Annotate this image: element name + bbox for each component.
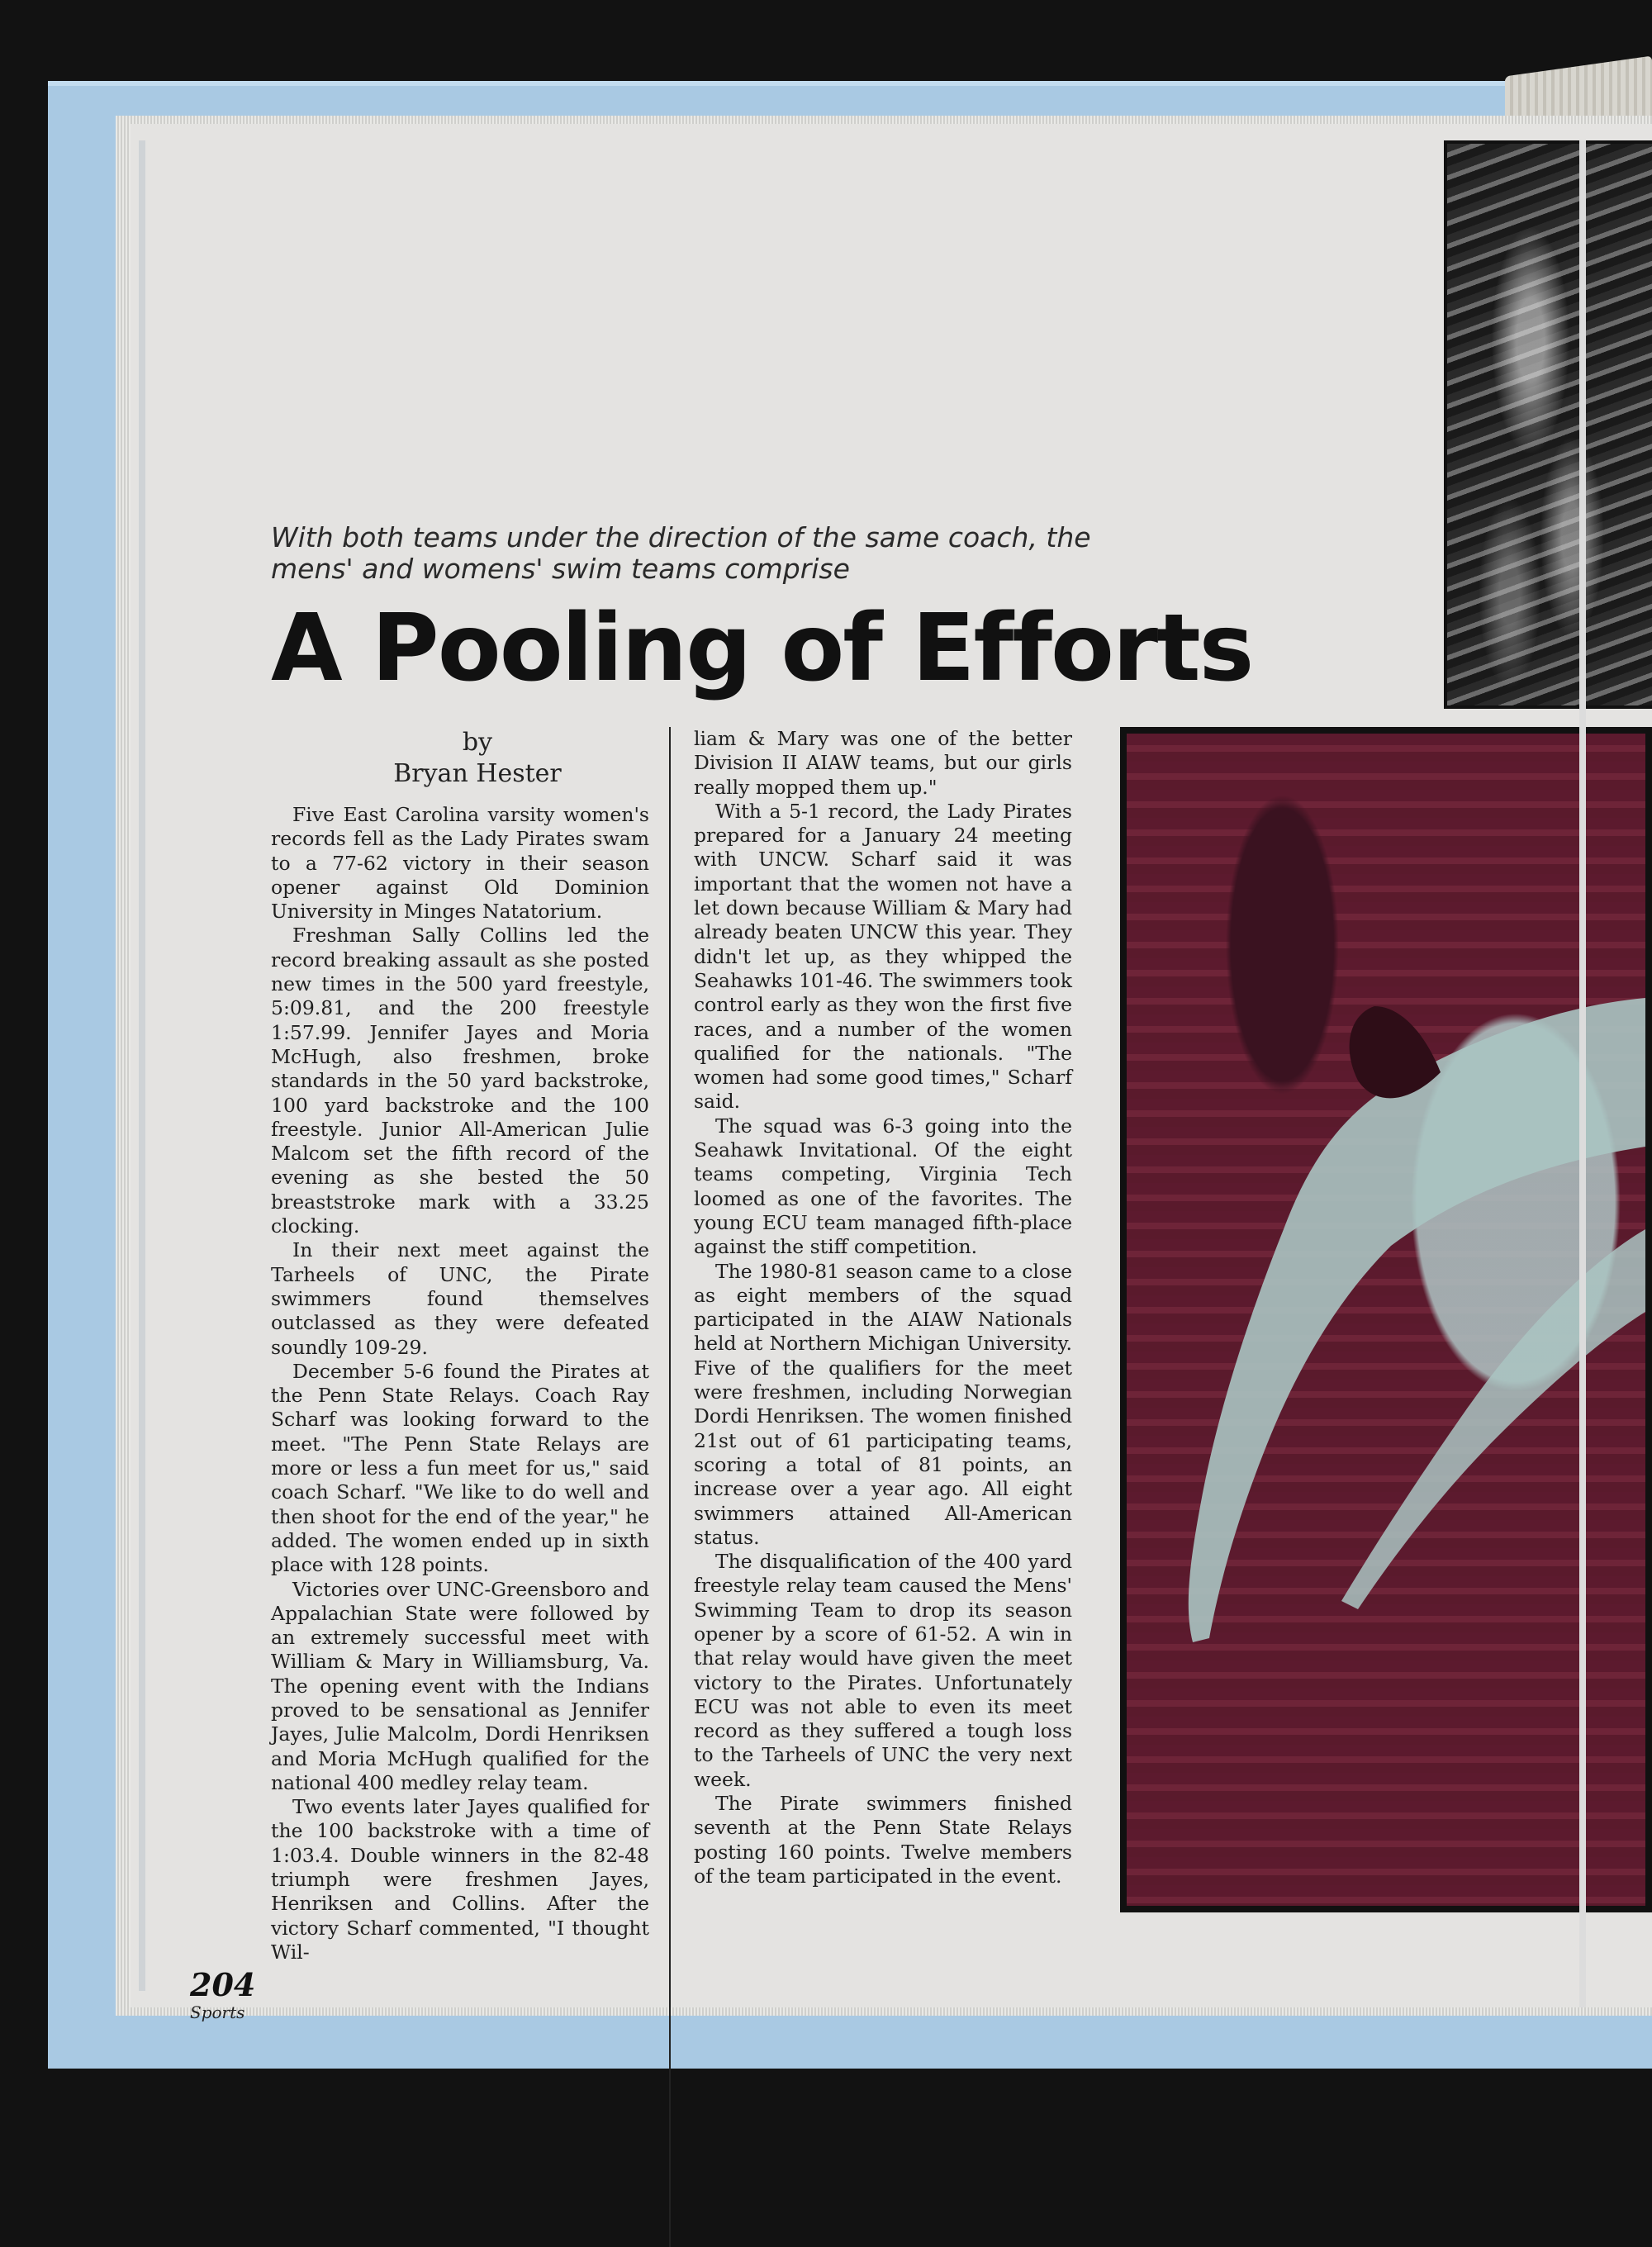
paragraph: Two events later Jayes qualified for the 100 backstroke with a time of 1:03.4. Double winners in the 82-48 triumph were freshmen Jayes, Henriksen and Collins. After the victory Scharf commented, "I thought Wil- xyxy=(271,1795,649,1964)
paragraph: The Pirate swimmers finished seventh at the Penn State Relays posting 160 points. Twelve members of the team participated in the event. xyxy=(694,1792,1072,1888)
paragraph: The disqualification of the 400 yard freestyle relay team caused the Mens' Swimming Team to drop its season opener by a score of 61-52. A win in that relay would have given the meet victory to the Pirates. Unfortunately ECU was not able to even its meet record as they suffered a tough loss to the Tarheels of UNC the very next week. xyxy=(694,1550,1072,1791)
section-label: Sports xyxy=(190,2002,245,2022)
byline-by: by xyxy=(462,728,493,757)
paragraph: In their next meet against the Tarheels of UNC, the Pirate swimmers found themselves outclassed as they were defeated soundly 109-29. xyxy=(271,1238,649,1359)
paragraph: The squad was 6-3 going into the Seahawk Invitational. Of the eight teams competing, Virginia Tech loomed as one of the favorites. The young ECU team managed fifth-place against the stiff competition. xyxy=(694,1114,1072,1259)
article-column-1 xyxy=(271,803,649,1964)
paragraph: With a 5-1 record, the Lady Pirates prepared for a January 24 meeting with UNCW. Scharf said it was important that the women not have a let down because William & Mary had already beaten UNCW this year. They didn't let up, as they whipped the Seahawks 101-46. The swimmers took control early as they won the first five races, and a number of the women qualified for the nationals. "The women had some good times," Scharf said. xyxy=(694,799,1072,1114)
yearbook-page xyxy=(131,124,1652,2022)
article-headline: A Pooling of Efforts xyxy=(271,595,1253,702)
binding-stripe xyxy=(139,140,145,1991)
article-deck: With both teams under the direction of the same coach, the mens' and womens' swim teams comprise xyxy=(271,521,1091,585)
diving-swimmer-photo xyxy=(1120,727,1652,1912)
swimmer-splash-photo xyxy=(1444,140,1652,709)
byline xyxy=(354,727,601,790)
spine-gutter xyxy=(1579,140,1586,2007)
page-number: 204 xyxy=(190,1966,256,2003)
paragraph-continued: liam & Mary was one of the better Division II AIAW teams, but our girls really mopped them up." xyxy=(694,727,1072,799)
paragraph: Five East Carolina varsity women's records fell as the Lady Pirates swam to a 77-62 victory in their season opener against Old Dominion University in Minges Natatorium. xyxy=(271,803,649,924)
paragraph: Freshman Sally Collins led the record breaking assault as she posted new times in the 500 yard freestyle, 5:09.81, and the 200 freestyle 1:57.99. Jennifer Jayes and Moria McHugh, also freshmen, broke standards in the 50 yard backstroke, 100 yard backstroke and the 100 freestyle. Junior All-American Julie Malcom set the fifth record of the evening as she bested the 50 breaststroke mark with a 33.25 clocking. xyxy=(271,924,649,1238)
paragraph: Victories over UNC-Greensboro and Appalachian State were followed by an extremely successful meet with William & Mary in Williamsburg, Va. The opening event with the Indians proved to be sensational as Jennifer Jayes, Julie Malcolm, Dordi Henriksen and Moria McHugh qualified for the national 400 medley relay team. xyxy=(271,1577,649,1794)
byline-author: Bryan Hester xyxy=(393,759,562,788)
diver-silhouette xyxy=(1127,734,1645,1906)
paragraph: The 1980-81 season came to a close as eight members of the squad participated in the AIAW Nationals held at Northern Michigan University. Five of the qualifiers for the meet were freshmen, including Norwegian Dordi Henriksen. The women finished 21st out of 61 participating teams, scoring a total of 81 points, an increase over a year ago. All eight swimmers attained All-American status. xyxy=(694,1259,1072,1549)
column-divider xyxy=(669,727,671,2247)
paragraph: December 5-6 found the Pirates at the Penn State Relays. Coach Ray Scharf was looking forward to the meet. "The Penn State Relays are more or less a fun meet for us," said coach Scharf. "We like to do well and then shoot for the end of the year," he added. The women ended up in sixth place with 128 points. xyxy=(271,1359,649,1577)
article-column-2 xyxy=(694,727,1072,1888)
